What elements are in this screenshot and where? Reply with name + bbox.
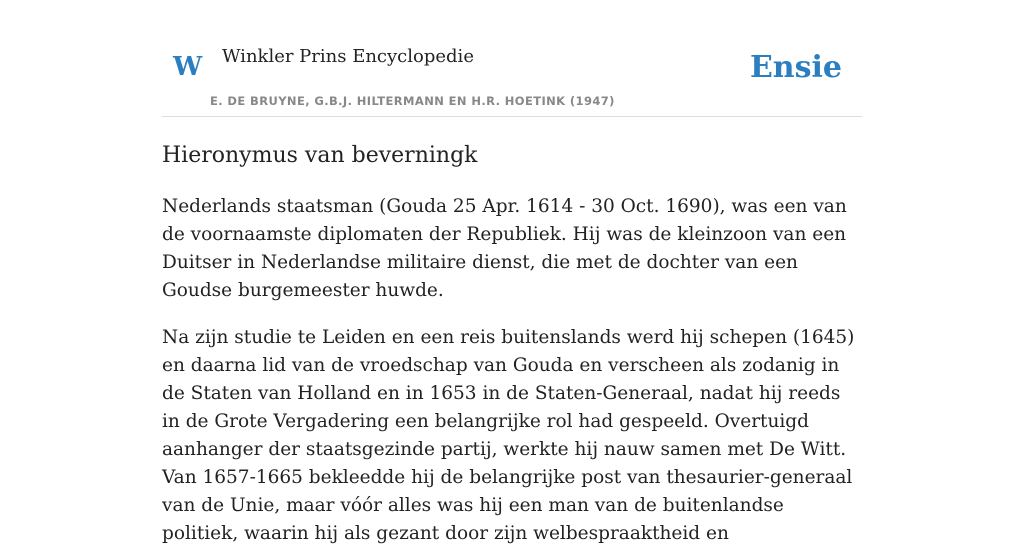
source-title-link[interactable]: Winkler Prins Encyclopedie [222, 46, 474, 67]
page-container [162, 0, 862, 548]
article-paragraph: Nederlands staatsman (Gouda 25 Apr. 1614 - 30 Oct. 1690), was een van de voornaamste diplomaten der Republiek. Hij was de kleinzoon van een Duitser in Nederlandse militaire dienst, die met de dochter van een Goudse burgemeester huwde. [162, 196, 847, 301]
article-title: Hieronymus van beverningk [162, 143, 478, 168]
source-logo-icon[interactable]: W [173, 52, 203, 82]
source-header [162, 0, 862, 117]
source-authors: E. DE BRUYNE, G.B.J. HILTERMANN EN H.R. HOETINK (1947) [210, 94, 615, 108]
article-paragraph: Na zijn studie te Leiden en een reis buitenslands werd hij schepen (1645) en daarna lid van de vroedschap van Gouda en verscheen als zodanig in de Staten van Holland en in 1653 in de Staten-Generaal, nadat hij reeds in de Grote Vergadering een belangrijke rol had gespeeld. Overtuigd aanhanger der staatsgezinde partij, werkte hij nauw samen met De Witt. Van 1657-1665 bekleedde hij de belangrijke post van thesaurier-generaal van de Unie, maar vóór alles was hij een man van de buitenlandse politiek, waarin hij als gezant door zijn welbespraaktheid en [162, 327, 855, 544]
brand-logo[interactable]: Ensie [749, 50, 842, 85]
